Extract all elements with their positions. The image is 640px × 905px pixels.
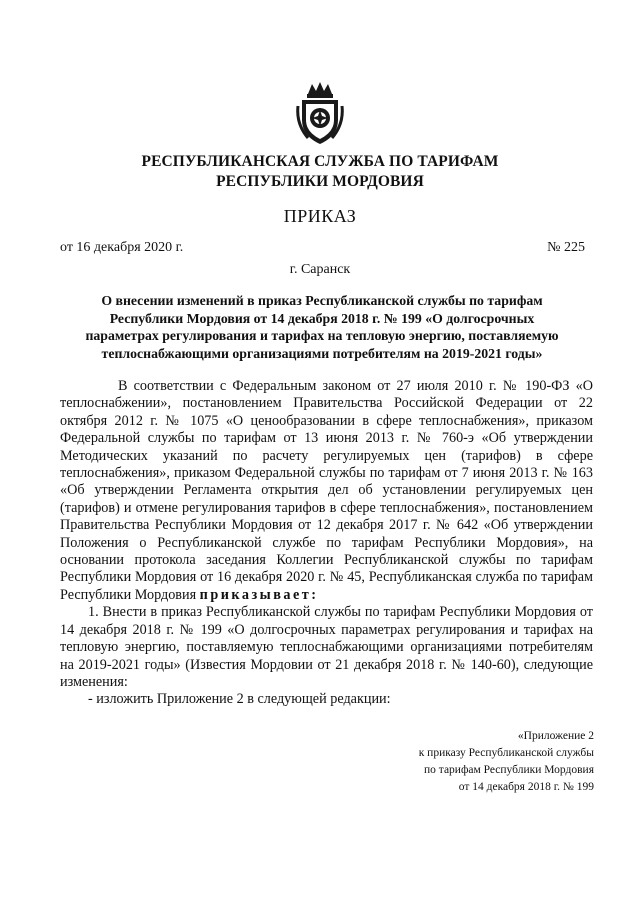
appendix-line-1: «Приложение 2: [517, 730, 594, 742]
appendix-line-2: к приказу Республиканской службы: [418, 747, 594, 759]
document-title: О внесении изменений в приказ Республиканской службы по тарифам Республики Мордовия от 14 декабря 2018 г. № 199 «О долгосрочных параметрах регулирования и тарифах на тепловую энергию, поставляемую теплоснабжающими организациями потребителям на 2019-2021 годы»: [85, 293, 559, 361]
document-type: ПРИКАЗ: [283, 206, 357, 226]
paragraph-dash-1: - изложить Приложение 2 в следующей редакции:: [88, 691, 391, 708]
document-city: г. Саранск: [289, 262, 351, 277]
orders-word: приказывает:: [199, 586, 319, 603]
agency-line-2: РЕСПУБЛИКИ МОРДОВИЯ: [216, 173, 424, 190]
appendix-line-4: от 14 декабря 2018 г. № 199: [458, 781, 594, 793]
agency-name: [0, 152, 640, 192]
preamble-text: В соответствии с Федеральным законом от 27 июля 2010 г. № 190-ФЗ «О теплоснабжении», постановлением Правительства Российской Федерации от 22 октября 2012 г. № 1075 «О ценообразовании в сфере теплоснабжения», приказом Федеральной службы по тарифам от 13 июня 2013 г. № 760-э «Об утверждении Методических указаний по расчету регулируемых цен (тарифов) в сфере теплоснабжения», приказом Федеральной службы по тарифам от 7 июня 2013 г. № 163 «Об утверждении Регламента открытия дел об установлении регулируемых цен (тарифов) и отмене регулирования тарифов в сфере теплоснабжения», постановлением Правительства Республики Мордовия от 12 декабря 2017 г. № 642 «Об утверждении Положения о Республиканской службе по тарифам Республики Мордовия», на основании протокола заседания Коллегии Республиканской службы по тарифам Республики Мордовия от 16 декабря 2020 г. № 45, Республиканская служба по тарифам Республики Мордовия: [60, 378, 593, 603]
agency-line-1: РЕСПУБЛИКАНСКАЯ СЛУЖБА ПО ТАРИФАМ: [141, 153, 499, 170]
paragraph-preamble: [60, 378, 593, 604]
document-number: № 225: [547, 240, 585, 255]
document-date: от 16 декабря 2020 г.: [60, 240, 184, 255]
appendix-reference: [419, 728, 594, 796]
appendix-line-3: по тарифам Республики Мордовия: [424, 764, 594, 776]
paragraph-item-1: 1. Внести в приказ Республиканской службы по тарифам Республики Мордовия от 14 декабря 2018 г. № 199 «О долгосрочных параметрах регулирования и тарифах на тепловую энергию, поставляемую теплоснабжающими организациями потребителям на 2019-2021 годы» (Известия Мордовии от 21 декабря 2018 г. № 140-60), следующие изменения:: [60, 604, 593, 690]
document-body: [60, 378, 593, 709]
coat-of-arms-icon: [294, 80, 346, 146]
